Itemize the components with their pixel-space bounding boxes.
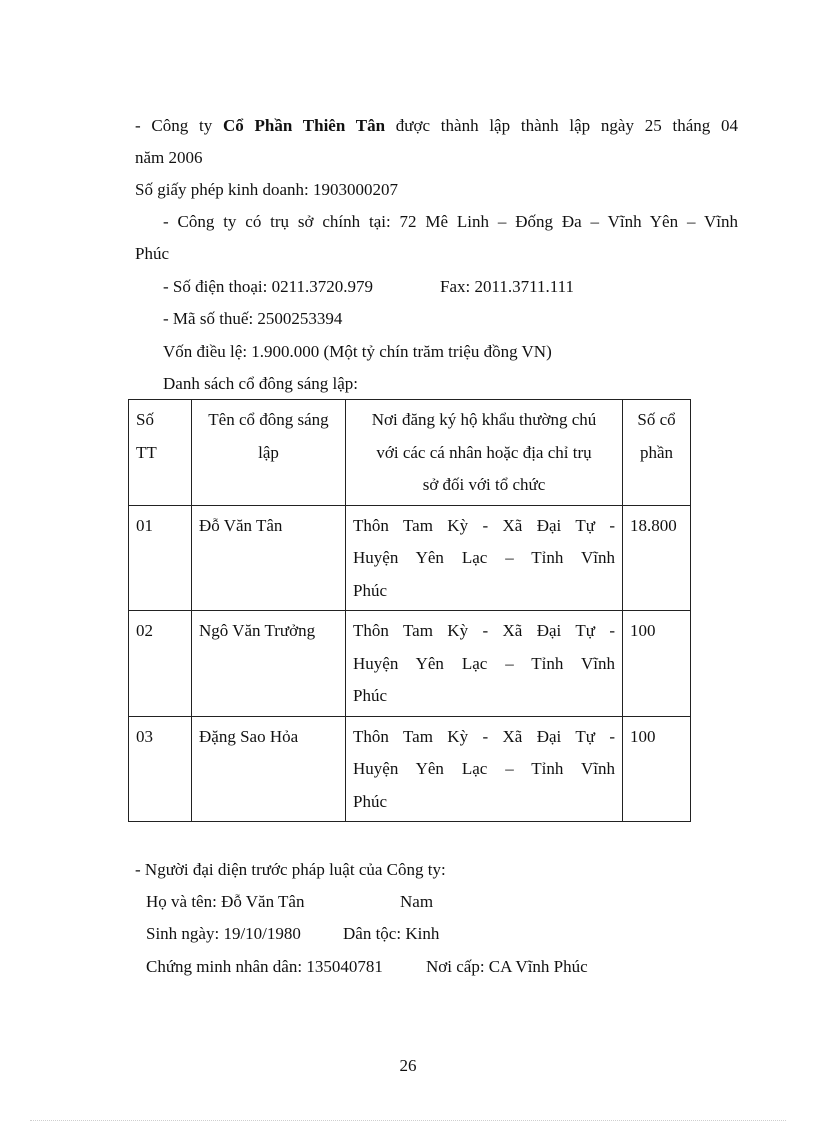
company-intro-line: [135, 116, 738, 136]
header-name: Tên cổ đông sáng lập: [192, 400, 346, 506]
page-bottom-rule: [30, 1120, 786, 1121]
table-header-row: [129, 400, 691, 506]
cell-shares: 18.800: [623, 505, 691, 611]
cell-no: 01: [129, 505, 192, 611]
cell-name: Ngô Văn Trưởng: [192, 611, 346, 717]
header-no: Số TT: [129, 400, 192, 506]
page-number: 26: [399, 1056, 417, 1075]
fax-number: Fax: 2011.3711.111: [440, 277, 574, 296]
cell-address: Thôn Tam Kỳ - Xã Đại Tự - Huyện Yên Lạc – Tỉnh Vĩnh Phúc: [346, 716, 623, 822]
intro-line-2: năm 2006: [135, 148, 203, 167]
cell-address: Thôn Tam Kỳ - Xã Đại Tự - Huyện Yên Lạc – Tỉnh Vĩnh Phúc: [346, 611, 623, 717]
representative-id-card: Chứng minh nhân dân: 135040781: [146, 957, 383, 976]
table-row: [129, 716, 691, 822]
cell-address: Thôn Tam Kỳ - Xã Đại Tự - Huyện Yên Lạc – Tỉnh Vĩnh Phúc: [346, 505, 623, 611]
cell-shares: 100: [623, 716, 691, 822]
representative-dob: Sinh ngày: 19/10/1980: [146, 924, 301, 943]
representative-issued-by: Nơi cấp: CA Vĩnh Phúc: [426, 957, 588, 976]
representative-ethnicity: Dân tộc: Kinh: [343, 924, 440, 943]
company-name: Cổ Phần Thiên Tân: [223, 116, 386, 135]
business-license: Số giấy phép kinh doanh: 1903000207: [135, 180, 399, 199]
head-office-address-cont: Phúc: [135, 244, 169, 263]
tax-code: - Mã số thuế: 2500253394: [163, 309, 343, 328]
head-office-address: - Công ty có trụ sở chính tại: 72 Mê Linh – Đống Đa – Vĩnh Yên – Vĩnh: [163, 212, 738, 231]
representative-name: Họ và tên: Đỗ Văn Tân: [146, 892, 305, 911]
table-row: [129, 505, 691, 611]
cell-shares: 100: [623, 611, 691, 717]
shareholders-heading: Danh sách cổ đông sáng lập:: [163, 374, 358, 393]
shareholders-table: [128, 399, 691, 822]
representative-heading: - Người đại diện trước pháp luật của Công ty:: [135, 860, 446, 879]
header-shares: Số cổ phần: [623, 400, 691, 506]
intro-prefix: - Công ty: [135, 116, 223, 135]
cell-no: 03: [129, 716, 192, 822]
intro-rest: được thành lập thành lập ngày 25 tháng 04: [385, 116, 738, 135]
representative-gender: Nam: [400, 892, 434, 911]
header-address: Nơi đăng ký hộ khẩu thường chú với các cá nhân hoặc địa chỉ trụ sở đối với tổ chức: [346, 400, 623, 506]
cell-name: Đặng Sao Hỏa: [192, 716, 346, 822]
cell-no: 02: [129, 611, 192, 717]
phone-number: - Số điện thoại: 0211.3720.979: [163, 277, 373, 296]
cell-name: Đỗ Văn Tân: [192, 505, 346, 611]
charter-capital: Vốn điều lệ: 1.900.000 (Một tỷ chín trăm triệu đồng VN): [163, 342, 552, 361]
table-row: [129, 611, 691, 717]
